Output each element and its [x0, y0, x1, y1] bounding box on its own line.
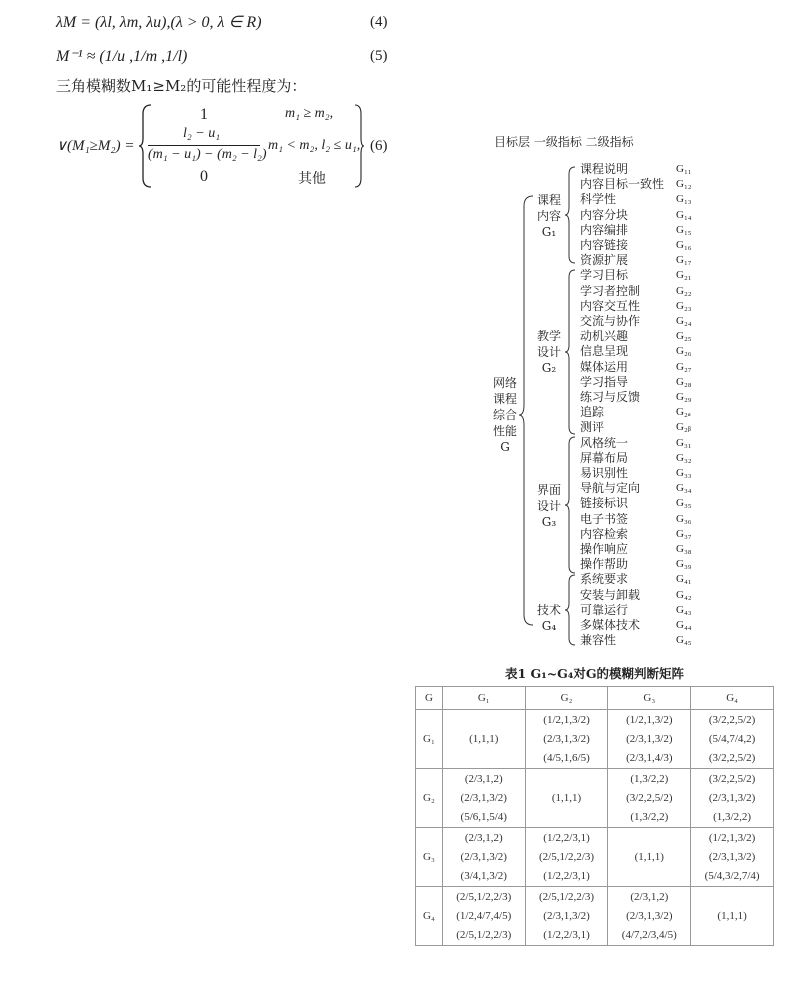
- list-item: 内容目标一致性: [580, 177, 665, 192]
- fuzzy-judgment-matrix: [415, 686, 774, 946]
- list-item: 科学性: [580, 192, 617, 207]
- item-code: G₃₉: [676, 558, 692, 571]
- list-item: 动机兴趣: [580, 329, 629, 344]
- list-item: 操作响应: [580, 542, 629, 557]
- item-code: G₄₄: [676, 619, 692, 632]
- item-code: G₃₇: [676, 527, 692, 540]
- list-item: 信息呈现: [580, 344, 629, 359]
- equation-6-case2-denominator: (m₁ − u₁) − (m₂ − l₂): [148, 147, 267, 162]
- item-code: G₃₆: [676, 512, 692, 525]
- table-cell: (2/5,1/2,2/3) (1/2,4/7,4/5) (2/5,1/2,2/3): [442, 887, 525, 946]
- item-code: G₁₂: [676, 178, 692, 191]
- column-header: G₁: [442, 687, 525, 710]
- item-code: G₁₅: [676, 223, 692, 236]
- row-header: G₁: [416, 710, 443, 769]
- equation-6-case2-numerator: l₂ − u₁: [183, 126, 221, 141]
- item-code: G₂₂: [676, 284, 692, 297]
- item-code: G₄₃: [676, 603, 692, 616]
- list-item: 内容链接: [580, 238, 629, 253]
- table-cell: (2/3,1,2) (2/3,1,3/2) (3/4,1,3/2): [442, 828, 525, 887]
- group1-brace: [565, 167, 575, 263]
- list-item: 内容交互性: [580, 298, 641, 313]
- item-code: G₂₆: [676, 345, 692, 358]
- table-cell: (2/5,1/2,2/3) (2/3,1,3/2) (1/2,2/3,1): [525, 887, 608, 946]
- list-item: 资源扩展: [580, 253, 629, 268]
- equation-6-case1-condition: m₁ ≥ m₂,: [285, 106, 334, 121]
- table-cell: (1/2,1,3/2) (2/3,1,3/2) (4/5,1,6/5): [525, 710, 608, 769]
- column-header: G₂: [525, 687, 608, 710]
- list-item: 学习指导: [580, 374, 629, 389]
- item-code: G₁₃: [676, 193, 692, 206]
- group3-brace: [565, 437, 575, 573]
- table-cell: (3/2,2,5/2) (2/3,1,3/2) (1,3/2,2): [691, 769, 774, 828]
- table-row: [416, 710, 774, 769]
- table-row: [416, 887, 774, 946]
- table-cell: (1,1,1): [608, 828, 691, 887]
- table-cell: (1,3/2,2) (3/2,2,5/2) (1,3/2,2): [608, 769, 691, 828]
- table-cell: (1/2,2/3,1) (2/5,1/2,2/3) (1/2,2/3,1): [525, 828, 608, 887]
- group-label-g3: 界面 设计 G₃: [536, 483, 561, 529]
- row-header: G₃: [416, 828, 443, 887]
- equation-4-number: (4): [370, 14, 388, 30]
- items-g1: [580, 162, 664, 649]
- item-code: G₃₄: [676, 482, 692, 495]
- equation-6-case3-value: 0: [200, 168, 208, 185]
- item-code: G₃₃: [676, 467, 692, 480]
- column-header: G: [416, 687, 443, 710]
- goal-brace: [519, 196, 533, 625]
- list-item: 内容编排: [580, 222, 629, 237]
- item-code: G₄₁: [676, 573, 692, 586]
- item-code: G₁₆: [676, 239, 692, 252]
- equation-6-number: (6): [370, 138, 388, 154]
- equation-6-case2-condition: m₁ < m₂, l₂ ≤ u₁,: [268, 138, 361, 153]
- list-item: 风格统一: [580, 435, 629, 450]
- list-item: 屏幕布局: [580, 450, 629, 465]
- list-item: 电子书签: [580, 511, 629, 526]
- item-code: G₃₁: [676, 436, 692, 449]
- list-item: 学习目标: [580, 268, 629, 283]
- item-code: G₂ₐ: [676, 406, 691, 419]
- item-code: G₂₈: [676, 375, 692, 388]
- equation-6-case1-value: 1: [200, 106, 208, 123]
- column-header: G₃: [608, 687, 691, 710]
- group4-brace: [565, 575, 575, 645]
- list-item: 导航与定向: [580, 481, 641, 496]
- list-item: 交流与协作: [580, 314, 641, 329]
- item-code: G₂₅: [676, 330, 692, 343]
- item-code: G₂₉: [676, 391, 692, 404]
- group2-brace: [565, 270, 575, 434]
- list-item: 媒体运用: [580, 359, 629, 374]
- table-cell: (3/2,2,5/2) (5/4,7/4,2) (3/2,2,5/2): [691, 710, 774, 769]
- list-item: 兼容性: [580, 633, 617, 648]
- list-item: 追踪: [580, 405, 605, 420]
- item-code: G₁₄: [676, 208, 692, 221]
- hierarchy-header: 目标层 一级指标 二级指标: [494, 135, 634, 149]
- list-item: 操作帮助: [580, 557, 629, 572]
- list-item: 易识别性: [580, 466, 629, 481]
- item-code: G₃₂: [676, 451, 692, 464]
- table-cell: (1/2,1,3/2) (2/3,1,3/2) (2/3,1,4/3): [608, 710, 691, 769]
- list-item: 练习与反馈: [580, 390, 641, 405]
- list-item: 系统要求: [580, 572, 629, 587]
- equation-5-number: (5): [370, 48, 388, 64]
- list-item: 测评: [580, 420, 605, 435]
- item-code: G₂₄: [676, 315, 692, 328]
- list-item: 可靠运行: [580, 602, 629, 617]
- column-header: G₄: [691, 687, 774, 710]
- equation-4: λM = (λl, λm, λu),(λ > 0, λ ∈ R): [56, 14, 262, 31]
- table-header-row: [416, 687, 774, 710]
- table-row: [416, 828, 774, 887]
- table-cell: (1,1,1): [442, 710, 525, 769]
- list-item: 链接标识: [580, 496, 629, 511]
- item-code: G₂₇: [676, 360, 692, 373]
- item-code: G₄₅: [676, 634, 692, 647]
- item-codes: [676, 162, 692, 649]
- equation-6-lhs: ∨(M₁≥M₂) =: [56, 138, 135, 154]
- list-item: 安装与卸载: [580, 587, 641, 602]
- equation-5: M⁻¹ ≈ (1/u ,1/m ,1/l): [56, 48, 188, 65]
- group-label-g1: 课程 内容 G₁: [536, 193, 561, 239]
- list-item: 内容检索: [580, 526, 629, 541]
- goal-label: 网络 课程 综合 性能 G: [492, 376, 517, 454]
- item-code: G₃₅: [676, 497, 692, 510]
- item-code: G₁₁: [676, 163, 692, 175]
- table-cell: (2/3,1,2) (2/3,1,3/2) (4/7,2/3,4/5): [608, 887, 691, 946]
- possibility-statement: 三角模糊数M₁≥M₂的可能性程度为：: [56, 77, 307, 95]
- table-row: [416, 769, 774, 828]
- item-code: G₂₃: [676, 299, 692, 312]
- list-item: 多媒体技术: [580, 618, 641, 633]
- table-cell: (1,1,1): [691, 887, 774, 946]
- item-code: G₁₇: [676, 254, 692, 267]
- item-code: G₃₈: [676, 543, 692, 556]
- table-cell: (1/2,1,3/2) (2/3,1,3/2) (5/4,3/2,7/4): [691, 828, 774, 887]
- item-code: G₂ᵦ: [676, 421, 691, 434]
- item-code: G₄₂: [676, 588, 692, 601]
- list-item: 内容分块: [580, 207, 629, 222]
- equation-6-case3-condition: 其他: [298, 171, 326, 187]
- table-cell: (2/3,1,2) (2/3,1,3/2) (5/6,1,5/4): [442, 769, 525, 828]
- row-header: G₄: [416, 887, 443, 946]
- list-item: 课程说明: [580, 162, 629, 176]
- item-code: G₂₁: [676, 269, 692, 282]
- table-caption: 表1 G₁~G₄对G的模糊判断矩阵: [505, 666, 684, 681]
- list-item: 学习者控制: [580, 283, 641, 298]
- row-header: G₂: [416, 769, 443, 828]
- group-label-g2: 教学 设计 G₂: [536, 329, 561, 375]
- table-cell: (1,1,1): [525, 769, 608, 828]
- group-label-g4: 技术 G₄: [536, 603, 561, 633]
